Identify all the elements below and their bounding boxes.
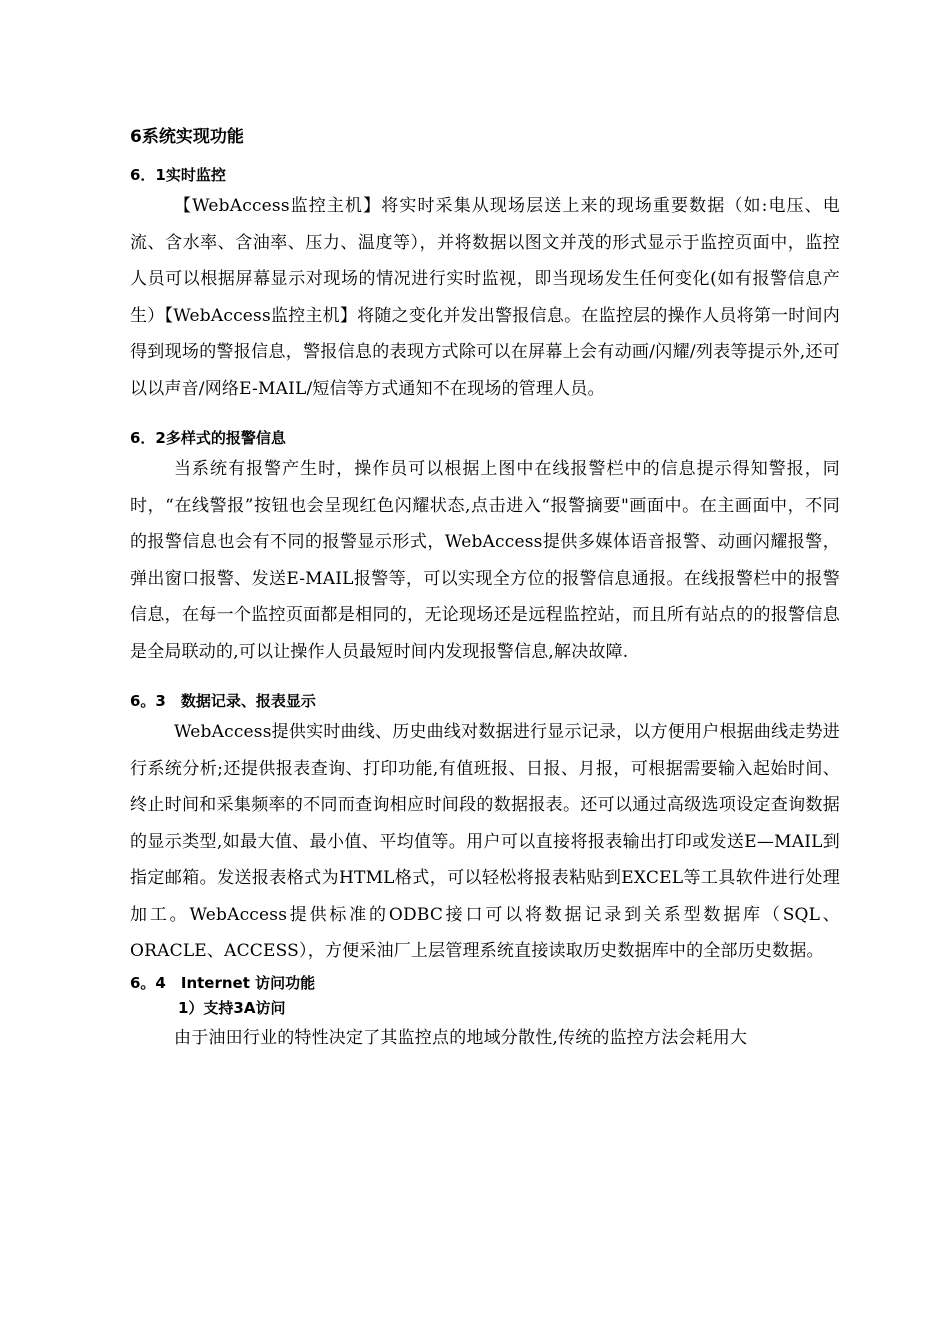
section-paragraph-6-4: 由于油田行业的特性决定了其监控点的地域分散性,传统的监控方法会耗用大: [174, 1027, 748, 1048]
document-title: 6系统实现功能: [130, 127, 244, 147]
section-heading-6-3: 6。3 数据记录、报表显示: [130, 692, 316, 710]
section-heading-6-2: 6．2多样式的报警信息: [130, 429, 286, 447]
document-body: [130, 122, 840, 1056]
section-paragraph-6-3: WebAccess提供实时曲线、历史曲线对数据进行显示记录，以方便用户根据曲线走势进行系统分析;还提供报表查询、打印功能,有值班报、日报、月报，可根据需要输入起始时间、终止时间和采集频率的不同而查询相应时间段的数据报表。还可以通过高级选项设定查询数据的显示类型,如最大值、最小值、平均值等。用户可以直接将报表输出打印或发送E—MAIL到指定邮箱。发送报表格式为HTML格式，可以轻松将报表粘贴到EXCEL等工具软件进行处理加工。WebAccess提供标准的ODBC接口可以将数据记录到关系型数据库（SQL、ORACLE、ACCESS），方便采油厂上层管理系统直接读取历史数据库中的全部历史数据。: [130, 722, 840, 961]
section-heading-6-4: 6。4 Internet 访问功能: [130, 973, 316, 992]
section-paragraph-6-1: 【WebAccess监控主机】将实时采集从现场层送上来的现场重要数据（如:电压、电流、含水率、含油率、压力、温度等），并将数据以图文并茂的形式显示于监控页面中，监控人员可以根据屏幕显示对现场的情况进行实时监视，即当现场发生任何变化(如有报警信息产生）【WebAccess监控主机】将随之变化并发出警报信息。在监控层的操作人员将第一时间内得到现场的警报信息，警报信息的表现方式除可以在屏幕上会有动画/闪耀/列表等提示外,还可以以声音/网络E-MAIL/短信等方式通知不在现场的管理人员。: [130, 196, 840, 399]
section-heading-6-1: 6．1实时监控: [130, 166, 226, 184]
section-paragraph-6-2: 当系统有报警产生时，操作员可以根据上图中在线报警栏中的信息提示得知警报，同时，“在线警报”按钮也会呈现红色闪耀状态,点击进入“报警摘要"画面中。在主画面中，不同的报警信息也会有不同的报警显示形式，WebAccess提供多媒体语音报警、动画闪耀报警，弹出窗口报警、发送E-MAIL报警等，可以实现全方位的报警信息通报。在线报警栏中的报警信息，在每一个监控页面都是相同的，无论现场还是远程监控站，而且所有站点的的报警信息是全局联动的,可以让操作人员最短时间内发现报警信息,解决故障.: [130, 459, 840, 662]
subsection-heading-3a-access: 1）支持3A访问: [178, 998, 286, 1017]
